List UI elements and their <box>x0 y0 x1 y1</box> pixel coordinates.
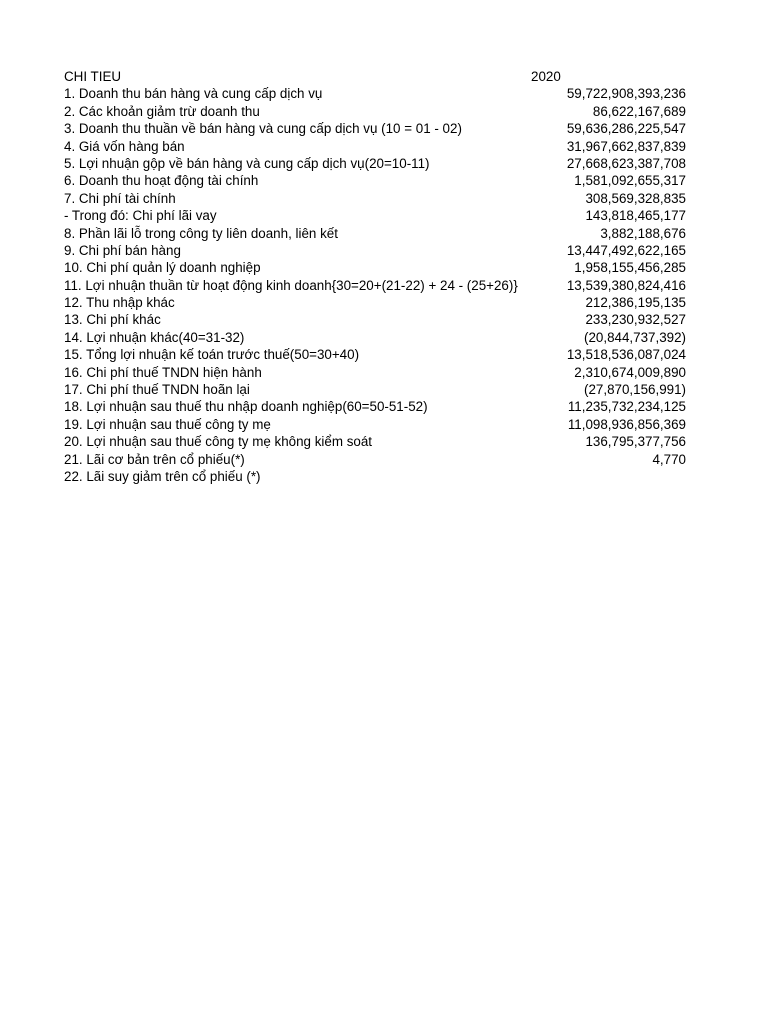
row-label: 16. Chi phí thuế TNDN hiện hành <box>64 364 262 380</box>
row-value: 59,636,286,225,547 <box>566 121 686 137</box>
table-row <box>64 190 694 207</box>
row-label: 18. Lợi nhuận sau thuế thu nhập doanh nghiệp(60=50-51-52) <box>64 399 428 415</box>
row-label: 22. Lãi suy giảm trên cổ phiếu (*) <box>64 468 261 484</box>
row-label: 21. Lãi cơ bản trên cổ phiếu(*) <box>64 451 245 467</box>
table-row <box>64 468 694 485</box>
row-label: 7. Chi phí tài chính <box>64 190 176 206</box>
table-row <box>64 138 694 155</box>
income-statement-table <box>64 68 694 485</box>
row-value: 1,581,092,655,317 <box>574 173 686 189</box>
row-value: 2,310,674,009,890 <box>574 364 686 380</box>
row-value: 27,668,623,387,708 <box>566 155 686 171</box>
row-label: 8. Phần lãi lỗ trong công ty liên doanh, liên kết <box>64 225 338 241</box>
row-label: 15. Tổng lợi nhuận kế toán trước thuế(50=30+40) <box>64 347 360 363</box>
row-label: 13. Chi phí khác <box>64 312 161 328</box>
row-value: 212,386,195,135 <box>585 295 686 311</box>
row-value: 3,882,188,676 <box>600 225 686 241</box>
table-row <box>64 451 694 468</box>
row-value: 13,518,536,087,024 <box>566 347 686 363</box>
row-label: 14. Lợi nhuận khác(40=31-32) <box>64 329 245 345</box>
table-body <box>64 85 694 485</box>
table-row <box>64 155 694 172</box>
row-value: 13,539,380,824,416 <box>566 277 686 293</box>
table-row <box>64 259 694 276</box>
table-row <box>64 329 694 346</box>
row-label: 2. Các khoản giảm trừ doanh thu <box>64 103 260 119</box>
row-value: 11,098,936,856,369 <box>567 416 686 432</box>
table-row <box>64 311 694 328</box>
table-row <box>64 172 694 189</box>
table-row <box>64 277 694 294</box>
table-row <box>64 398 694 415</box>
row-value: 86,622,167,689 <box>592 103 686 119</box>
row-label: 12. Thu nhập khác <box>64 295 175 311</box>
table-row <box>64 120 694 137</box>
row-label: - Trong đó: Chi phí lãi vay <box>64 208 217 224</box>
column-header-label: CHI TIEU <box>64 69 122 84</box>
row-value: 143,818,465,177 <box>585 208 686 224</box>
table-row <box>64 103 694 120</box>
row-label: 3. Doanh thu thuần về bán hàng và cung cấp dịch vụ (10 = 01 - 02) <box>64 121 462 137</box>
row-value: 59,722,908,393,236 <box>566 86 686 102</box>
row-label: 11. Lợi nhuận thuần từ hoạt động kinh doanh{30=20+(21-22) + 24 - (25+26)} <box>64 277 518 293</box>
header-row <box>64 68 694 85</box>
row-label: 6. Doanh thu hoạt động tài chính <box>64 173 259 189</box>
row-value: (20,844,737,392) <box>584 329 686 345</box>
row-label: 5. Lợi nhuận gộp về bán hàng và cung cấp dịch vụ(20=10-11) <box>64 155 430 171</box>
row-value: 233,230,932,527 <box>585 312 686 328</box>
row-label: 10. Chi phí quản lý doanh nghiệp <box>64 260 261 276</box>
row-label: 4. Giá vốn hàng bán <box>64 138 185 154</box>
row-label: 1. Doanh thu bán hàng và cung cấp dịch vụ <box>64 86 323 102</box>
table-row <box>64 294 694 311</box>
row-value: 13,447,492,622,165 <box>566 242 686 258</box>
row-value: 4,770 <box>652 451 686 467</box>
row-label: 20. Lợi nhuận sau thuế công ty mẹ không kiểm soát <box>64 434 373 450</box>
row-label: 9. Chi phí bán hàng <box>64 242 181 258</box>
row-value: (27,870,156,991) <box>584 382 686 398</box>
table-row <box>64 207 694 224</box>
row-label: 19. Lợi nhuận sau thuế công ty mẹ <box>64 416 271 432</box>
row-value: 136,795,377,756 <box>585 434 686 450</box>
table-row <box>64 85 694 102</box>
table-row <box>64 381 694 398</box>
row-value: 1,958,155,456,285 <box>574 260 686 276</box>
row-value: 31,967,662,837,839 <box>566 138 686 154</box>
table-row <box>64 433 694 450</box>
table-row <box>64 364 694 381</box>
row-label: 17. Chi phí thuế TNDN hoãn lại <box>64 382 250 398</box>
table-row <box>64 225 694 242</box>
row-value: 308,569,328,835 <box>585 190 686 206</box>
table-row <box>64 416 694 433</box>
table-row <box>64 242 694 259</box>
column-header-year: 2020 <box>531 69 561 84</box>
row-value: 11,235,732,234,125 <box>567 399 686 415</box>
table-row <box>64 346 694 363</box>
